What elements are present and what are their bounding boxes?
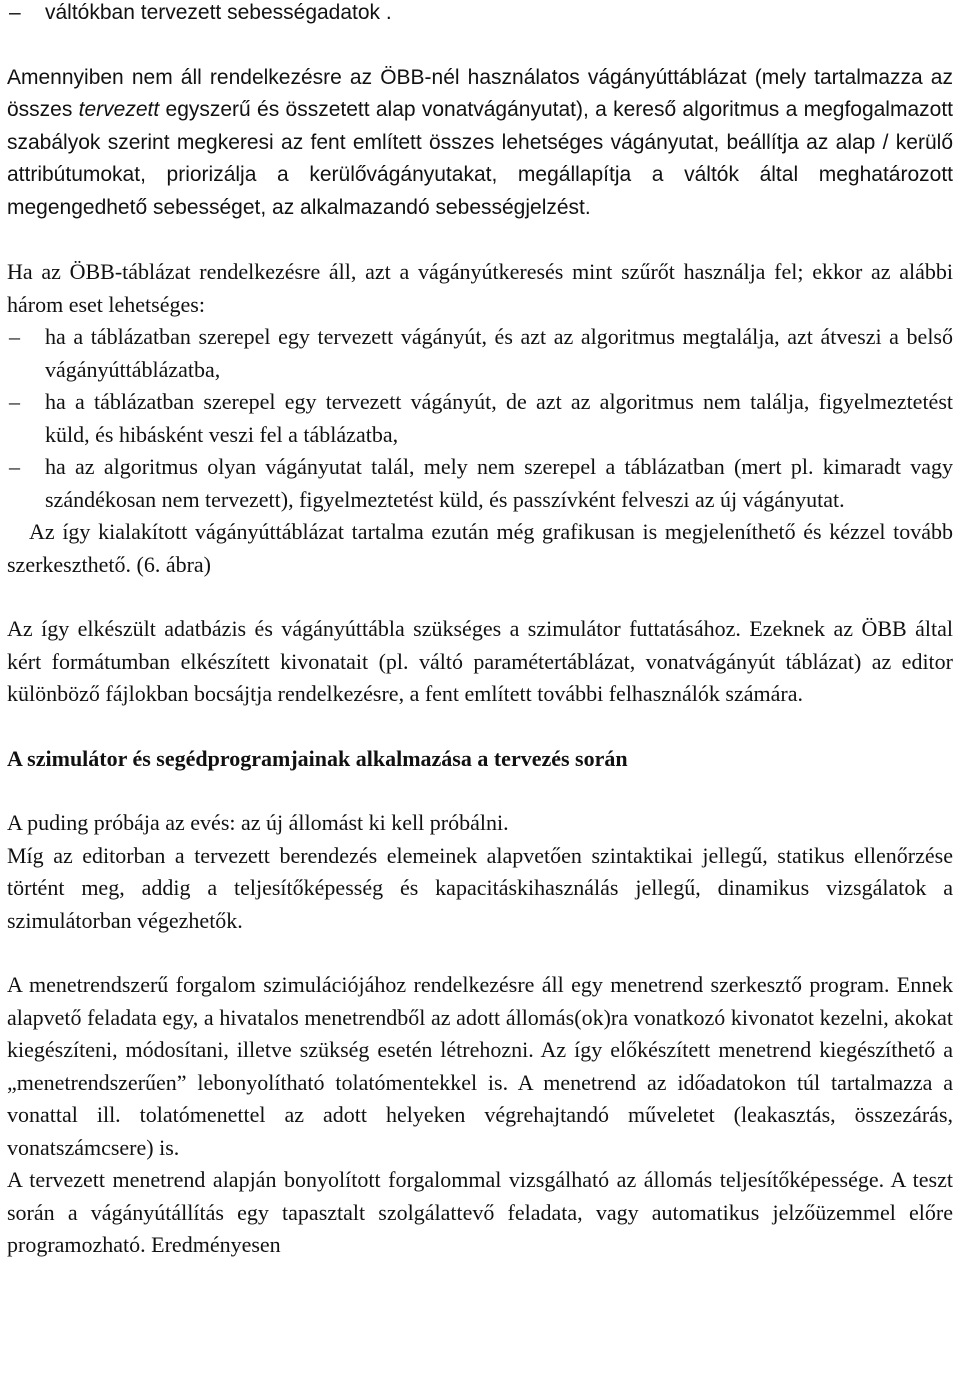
top-list-item-text: váltókban tervezett sebességadatok .	[45, 1, 392, 24]
paragraph-timetable-editor: A menetrendszerű forgalom szimulációjához rendelkezésre áll egy menetrend szerkesztő program. Ennek alapvető feladata egy, a hivatalos menetrendből az adott állomás(ok)ra vonatkozó kivonatot kezelni, akokat kiegészíteni, módosítani, illetve szükség esetén létrehozni. Az így előkészített menetrend kiegészíthető a „menetrendszerűen” lebonyolítható tolatómentekkel is. A menetrend az időadatokon túl tartalmazza a vonattal ill. tolatómenettel az adott helyeken végrehajtandó műveletet (leakasztás, összezárás, vonatszámcsere) is.	[7, 972, 953, 1160]
paragraph-vagany-search-emphasis: tervezett	[78, 98, 160, 121]
bullet-dash: –	[9, 324, 20, 349]
paragraph-vagany-search-part1: Amennyiben nem áll rendelkezésre az ÖBB-nél használatos vágányúttáblázat (mely tartalmazza az összes	[7, 65, 953, 121]
paragraph-pudding: A puding próbája az evés: az új állomást ki kell próbálni.	[7, 810, 509, 835]
paragraph-vagany-search-part2: egyszerű és összetett alap vonatvágányutat), a kereső algoritmus a megfogalmazott szabályok szerint megkeresi az fent említett összes lehetséges vágányutat, beállítja az alap / kerülő attribútumokat, priorizálja a kerülővágányutakat, megállapítja a váltók által meghatározott megengedhető sebességet, az alkalmazandó sebességjelzést.	[7, 98, 953, 219]
paragraph-vagany-search	[7, 62, 953, 225]
top-list-item	[7, 0, 953, 30]
paragraph-capacity-test: A tervezett menetrend alapján bonyolított forgalommal vizsgálható az állomás teljesítőképessége. A teszt során a vágányútállítás egy tapasztalt szolgálattevő feladata, vagy automatikus jelzőüzemmel előre programozható. Eredményesen	[7, 1167, 953, 1257]
section-heading: A szimulátor és segédprogramjainak alkalmazása a tervezés során	[7, 745, 628, 771]
bullet-dash: –	[9, 389, 20, 414]
list-item-2-text: ha a táblázatban szerepel egy tervezett vágányút, de azt az algoritmus nem találja, figyelmeztetést küld, és hibásként veszi fel a táblázatba,	[45, 389, 953, 447]
list-item-3	[7, 451, 953, 516]
list-item-2	[7, 386, 953, 451]
bullet-dash: –	[9, 1, 21, 24]
paragraph-graphic-edit: Az így kialakított vágányúttáblázat tartalma ezután még grafikusan is megjeleníthető és kézzel tovább szerkeszthető. (6. ábra)	[7, 519, 953, 577]
list-item-1-text: ha a táblázatban szerepel egy tervezett vágányút, és azt az algoritmus megtalálja, azt átveszi a belső vágányúttáblázatba,	[45, 324, 953, 382]
paragraph-database: Az így elkészült adatbázis és vágányúttábla szükséges a szimulátor futtatásához. Ezeknek az ÖBB által kért formátumban elkészített kivonatait (pl. váltó paramétertáblázat, vonatvágányút táblázat) az editor különböző fájlokban bocsájtja rendelkezésre, a fent említett további felhasználók számára.	[7, 616, 953, 706]
list-item-3-text: ha az algoritmus olyan vágányutat talál, mely nem szerepel a táblázatban (mert pl. kimaradt vagy szándékosan nem tervezett), figyelmeztetést küld, és passzívként felveszi az új vágányutat.	[45, 454, 953, 512]
bullet-dash: –	[9, 454, 20, 479]
document-page	[7, 0, 953, 1262]
paragraph-obb-table: Ha az ÖBB-táblázat rendelkezésre áll, azt a vágányútkeresés mint szűrőt használja fel; ekkor az alábbi három eset lehetséges:	[7, 259, 953, 317]
list-item-1	[7, 321, 953, 386]
paragraph-editor-check: Míg az editorban a tervezett berendezés elemeinek alapvetően szintaktikai jellegű, statikus ellenőrzése történt meg, addig a teljesítőképesség és kapacitáskihasználás jellegű, dinamikus vizsgálatok a szimulátorban végezhetők.	[7, 842, 953, 933]
